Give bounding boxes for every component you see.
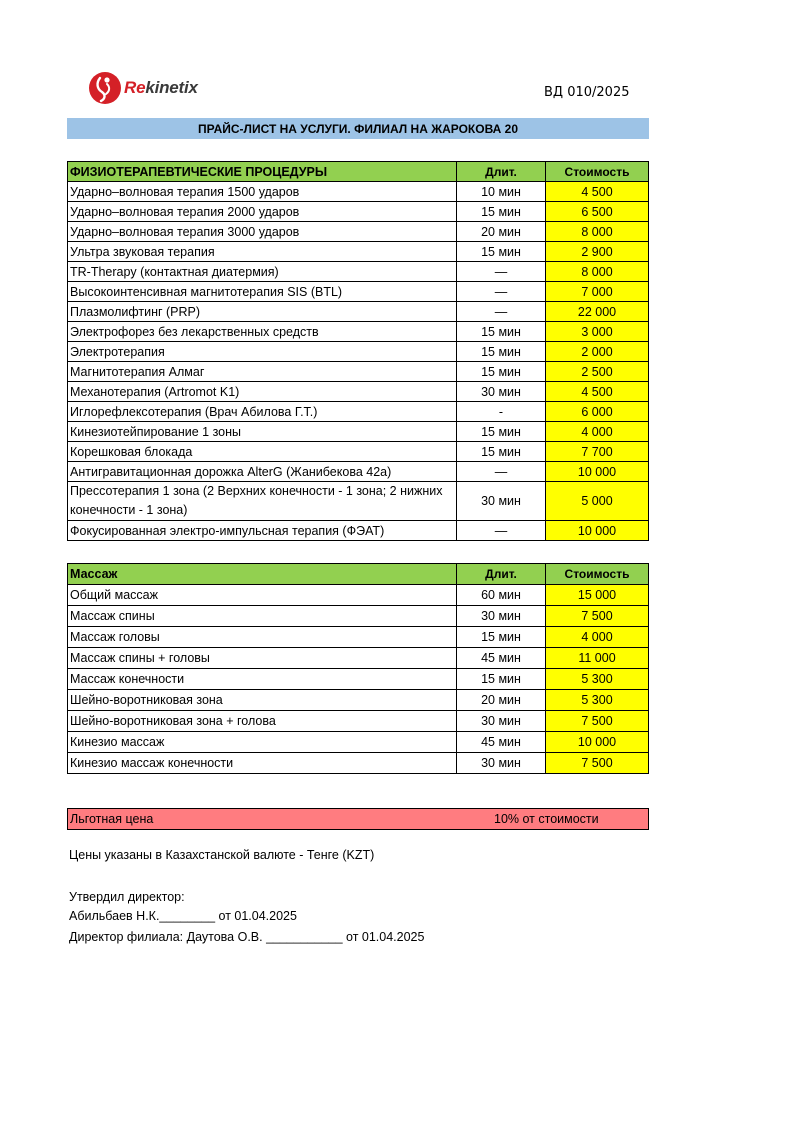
service-price: 7 500 bbox=[546, 753, 649, 774]
service-duration: 30 мин bbox=[457, 382, 546, 402]
service-duration: 15 мин bbox=[457, 627, 546, 648]
table-row bbox=[68, 627, 649, 648]
service-name: Ультра звуковая терапия bbox=[68, 242, 457, 262]
service-name: Массаж спины + головы bbox=[68, 648, 457, 669]
service-duration: 60 мин bbox=[457, 585, 546, 606]
service-price: 2 900 bbox=[546, 242, 649, 262]
service-price: 8 000 bbox=[546, 222, 649, 242]
service-name: Шейно-воротниковая зона bbox=[68, 690, 457, 711]
table-row bbox=[68, 669, 649, 690]
table-row bbox=[68, 302, 649, 322]
table-row bbox=[68, 732, 649, 753]
service-name: TR-Therapy (контактная диатермия) bbox=[68, 262, 457, 282]
table-row bbox=[68, 521, 649, 541]
approved-signature-line: Абильбаев Н.К.________ от 01.04.2025 bbox=[69, 909, 297, 923]
column-header-duration: Длит. bbox=[457, 564, 546, 585]
currency-note: Цены указаны в Казахстанской валюте - Тенге (KZT) bbox=[69, 848, 375, 862]
service-price: 8 000 bbox=[546, 262, 649, 282]
service-name: Массаж головы bbox=[68, 627, 457, 648]
table-row bbox=[68, 482, 649, 521]
service-duration: 45 мин bbox=[457, 732, 546, 753]
discount-label: Льготная цена bbox=[70, 812, 154, 826]
table-row bbox=[68, 711, 649, 732]
service-duration: 15 мин bbox=[457, 669, 546, 690]
service-price: 11 000 bbox=[546, 648, 649, 669]
service-name: Фокусированная электро-импульсная терапия (ФЭАТ) bbox=[68, 521, 457, 541]
service-name: Антигравитационная дорожка AlterG (Жанибекова 42а) bbox=[68, 462, 457, 482]
discount-value: 10% от стоимости bbox=[494, 812, 599, 826]
rekinetix-logo-icon bbox=[88, 71, 122, 105]
service-price: 10 000 bbox=[546, 732, 649, 753]
service-duration: 15 мин bbox=[457, 322, 546, 342]
service-price: 3 000 bbox=[546, 322, 649, 342]
service-price: 2 500 bbox=[546, 362, 649, 382]
table-row bbox=[68, 182, 649, 202]
approval-block bbox=[69, 888, 297, 926]
table-row bbox=[68, 422, 649, 442]
table-row bbox=[68, 342, 649, 362]
table-row bbox=[68, 690, 649, 711]
column-header-duration: Длит. bbox=[457, 162, 546, 182]
service-price: 10 000 bbox=[546, 521, 649, 541]
table-row bbox=[68, 262, 649, 282]
table-row bbox=[68, 462, 649, 482]
service-duration: 15 мин bbox=[457, 342, 546, 362]
column-header-price: Стоимость bbox=[546, 564, 649, 585]
service-duration: 15 мин bbox=[457, 362, 546, 382]
document-code: ВД 010/2025 bbox=[544, 85, 630, 100]
service-price: 15 000 bbox=[546, 585, 649, 606]
service-duration: — bbox=[457, 282, 546, 302]
column-header-price: Стоимость bbox=[546, 162, 649, 182]
service-price: 7 500 bbox=[546, 711, 649, 732]
service-duration: — bbox=[457, 521, 546, 541]
table-row bbox=[68, 402, 649, 422]
table-row bbox=[68, 222, 649, 242]
service-price: 6 000 bbox=[546, 402, 649, 422]
service-price: 4 500 bbox=[546, 382, 649, 402]
branch-director-line: Директор филиала: Даутова О.В. ___________ от 01.04.2025 bbox=[69, 930, 425, 944]
massage-table bbox=[67, 563, 649, 774]
table-row bbox=[68, 282, 649, 302]
service-price: 22 000 bbox=[546, 302, 649, 322]
table-row bbox=[68, 753, 649, 774]
service-name: Механотерапия (Artromot K1) bbox=[68, 382, 457, 402]
table-row bbox=[68, 362, 649, 382]
service-price: 5 300 bbox=[546, 690, 649, 711]
service-duration: — bbox=[457, 262, 546, 282]
service-name: Ударно–волновая терапия 3000 ударов bbox=[68, 222, 457, 242]
column-header-service: ФИЗИОТЕРАПЕВТИЧЕСКИЕ ПРОЦЕДУРЫ bbox=[68, 162, 457, 182]
service-name: Плазмолифтинг (PRP) bbox=[68, 302, 457, 322]
table-row bbox=[68, 322, 649, 342]
service-duration: 45 мин bbox=[457, 648, 546, 669]
service-price: 7 500 bbox=[546, 606, 649, 627]
service-duration: 30 мин bbox=[457, 711, 546, 732]
service-duration: 30 мин bbox=[457, 482, 546, 521]
service-price: 5 000 bbox=[546, 482, 649, 521]
service-name: Электрофорез без лекарственных средств bbox=[68, 322, 457, 342]
service-name: Ударно–волновая терапия 2000 ударов bbox=[68, 202, 457, 222]
table-row bbox=[68, 606, 649, 627]
service-duration: 20 мин bbox=[457, 222, 546, 242]
service-name: Кинезио массаж конечности bbox=[68, 753, 457, 774]
service-name: Общий массаж bbox=[68, 585, 457, 606]
price-list-title: ПРАЙС-ЛИСТ НА УСЛУГИ. ФИЛИАЛ НА ЖАРОКОВА 20 bbox=[67, 118, 649, 139]
service-price: 7 000 bbox=[546, 282, 649, 302]
table-row bbox=[68, 648, 649, 669]
service-name: Электротерапия bbox=[68, 342, 457, 362]
service-name: Шейно-воротниковая зона + голова bbox=[68, 711, 457, 732]
service-name: Корешковая блокада bbox=[68, 442, 457, 462]
service-duration: - bbox=[457, 402, 546, 422]
service-duration: 20 мин bbox=[457, 690, 546, 711]
service-duration: — bbox=[457, 462, 546, 482]
service-name: Высокоинтенсивная магнитотерапия SIS (BTL) bbox=[68, 282, 457, 302]
brand-name: Rekinetix bbox=[124, 78, 198, 97]
service-price: 7 700 bbox=[546, 442, 649, 462]
service-price: 6 500 bbox=[546, 202, 649, 222]
service-price: 10 000 bbox=[546, 462, 649, 482]
service-name: Иглорефлексотерапия (Врач Абилова Г.Т.) bbox=[68, 402, 457, 422]
service-duration: 30 мин bbox=[457, 753, 546, 774]
table-header-row bbox=[68, 564, 649, 585]
service-duration: 15 мин bbox=[457, 242, 546, 262]
service-duration: 15 мин bbox=[457, 422, 546, 442]
service-name: Кинезио массаж bbox=[68, 732, 457, 753]
service-price: 4 500 bbox=[546, 182, 649, 202]
service-duration: 10 мин bbox=[457, 182, 546, 202]
table-row bbox=[68, 382, 649, 402]
approved-label: Утвердил директор: bbox=[69, 890, 185, 904]
service-duration: 15 мин bbox=[457, 442, 546, 462]
service-duration: 15 мин bbox=[457, 202, 546, 222]
service-name: Магнитотерапия Алмаг bbox=[68, 362, 457, 382]
service-name: Массаж спины bbox=[68, 606, 457, 627]
table-row bbox=[68, 242, 649, 262]
physiotherapy-table bbox=[67, 161, 649, 541]
table-row bbox=[68, 585, 649, 606]
service-price: 4 000 bbox=[546, 627, 649, 648]
table-row bbox=[68, 442, 649, 462]
service-price: 5 300 bbox=[546, 669, 649, 690]
service-name: Прессотерапия 1 зона (2 Верхних конечности - 1 зона; 2 нижних конечности - 1 зона) bbox=[68, 482, 457, 521]
discount-row bbox=[67, 808, 649, 830]
brand-logo bbox=[88, 70, 198, 106]
service-price: 2 000 bbox=[546, 342, 649, 362]
service-duration: 30 мин bbox=[457, 606, 546, 627]
service-duration: — bbox=[457, 302, 546, 322]
table-header-row bbox=[68, 162, 649, 182]
service-name: Ударно–волновая терапия 1500 ударов bbox=[68, 182, 457, 202]
service-name: Кинезиотейпирование 1 зоны bbox=[68, 422, 457, 442]
table-row bbox=[68, 202, 649, 222]
column-header-service: Массаж bbox=[68, 564, 457, 585]
service-name: Массаж конечности bbox=[68, 669, 457, 690]
service-price: 4 000 bbox=[546, 422, 649, 442]
